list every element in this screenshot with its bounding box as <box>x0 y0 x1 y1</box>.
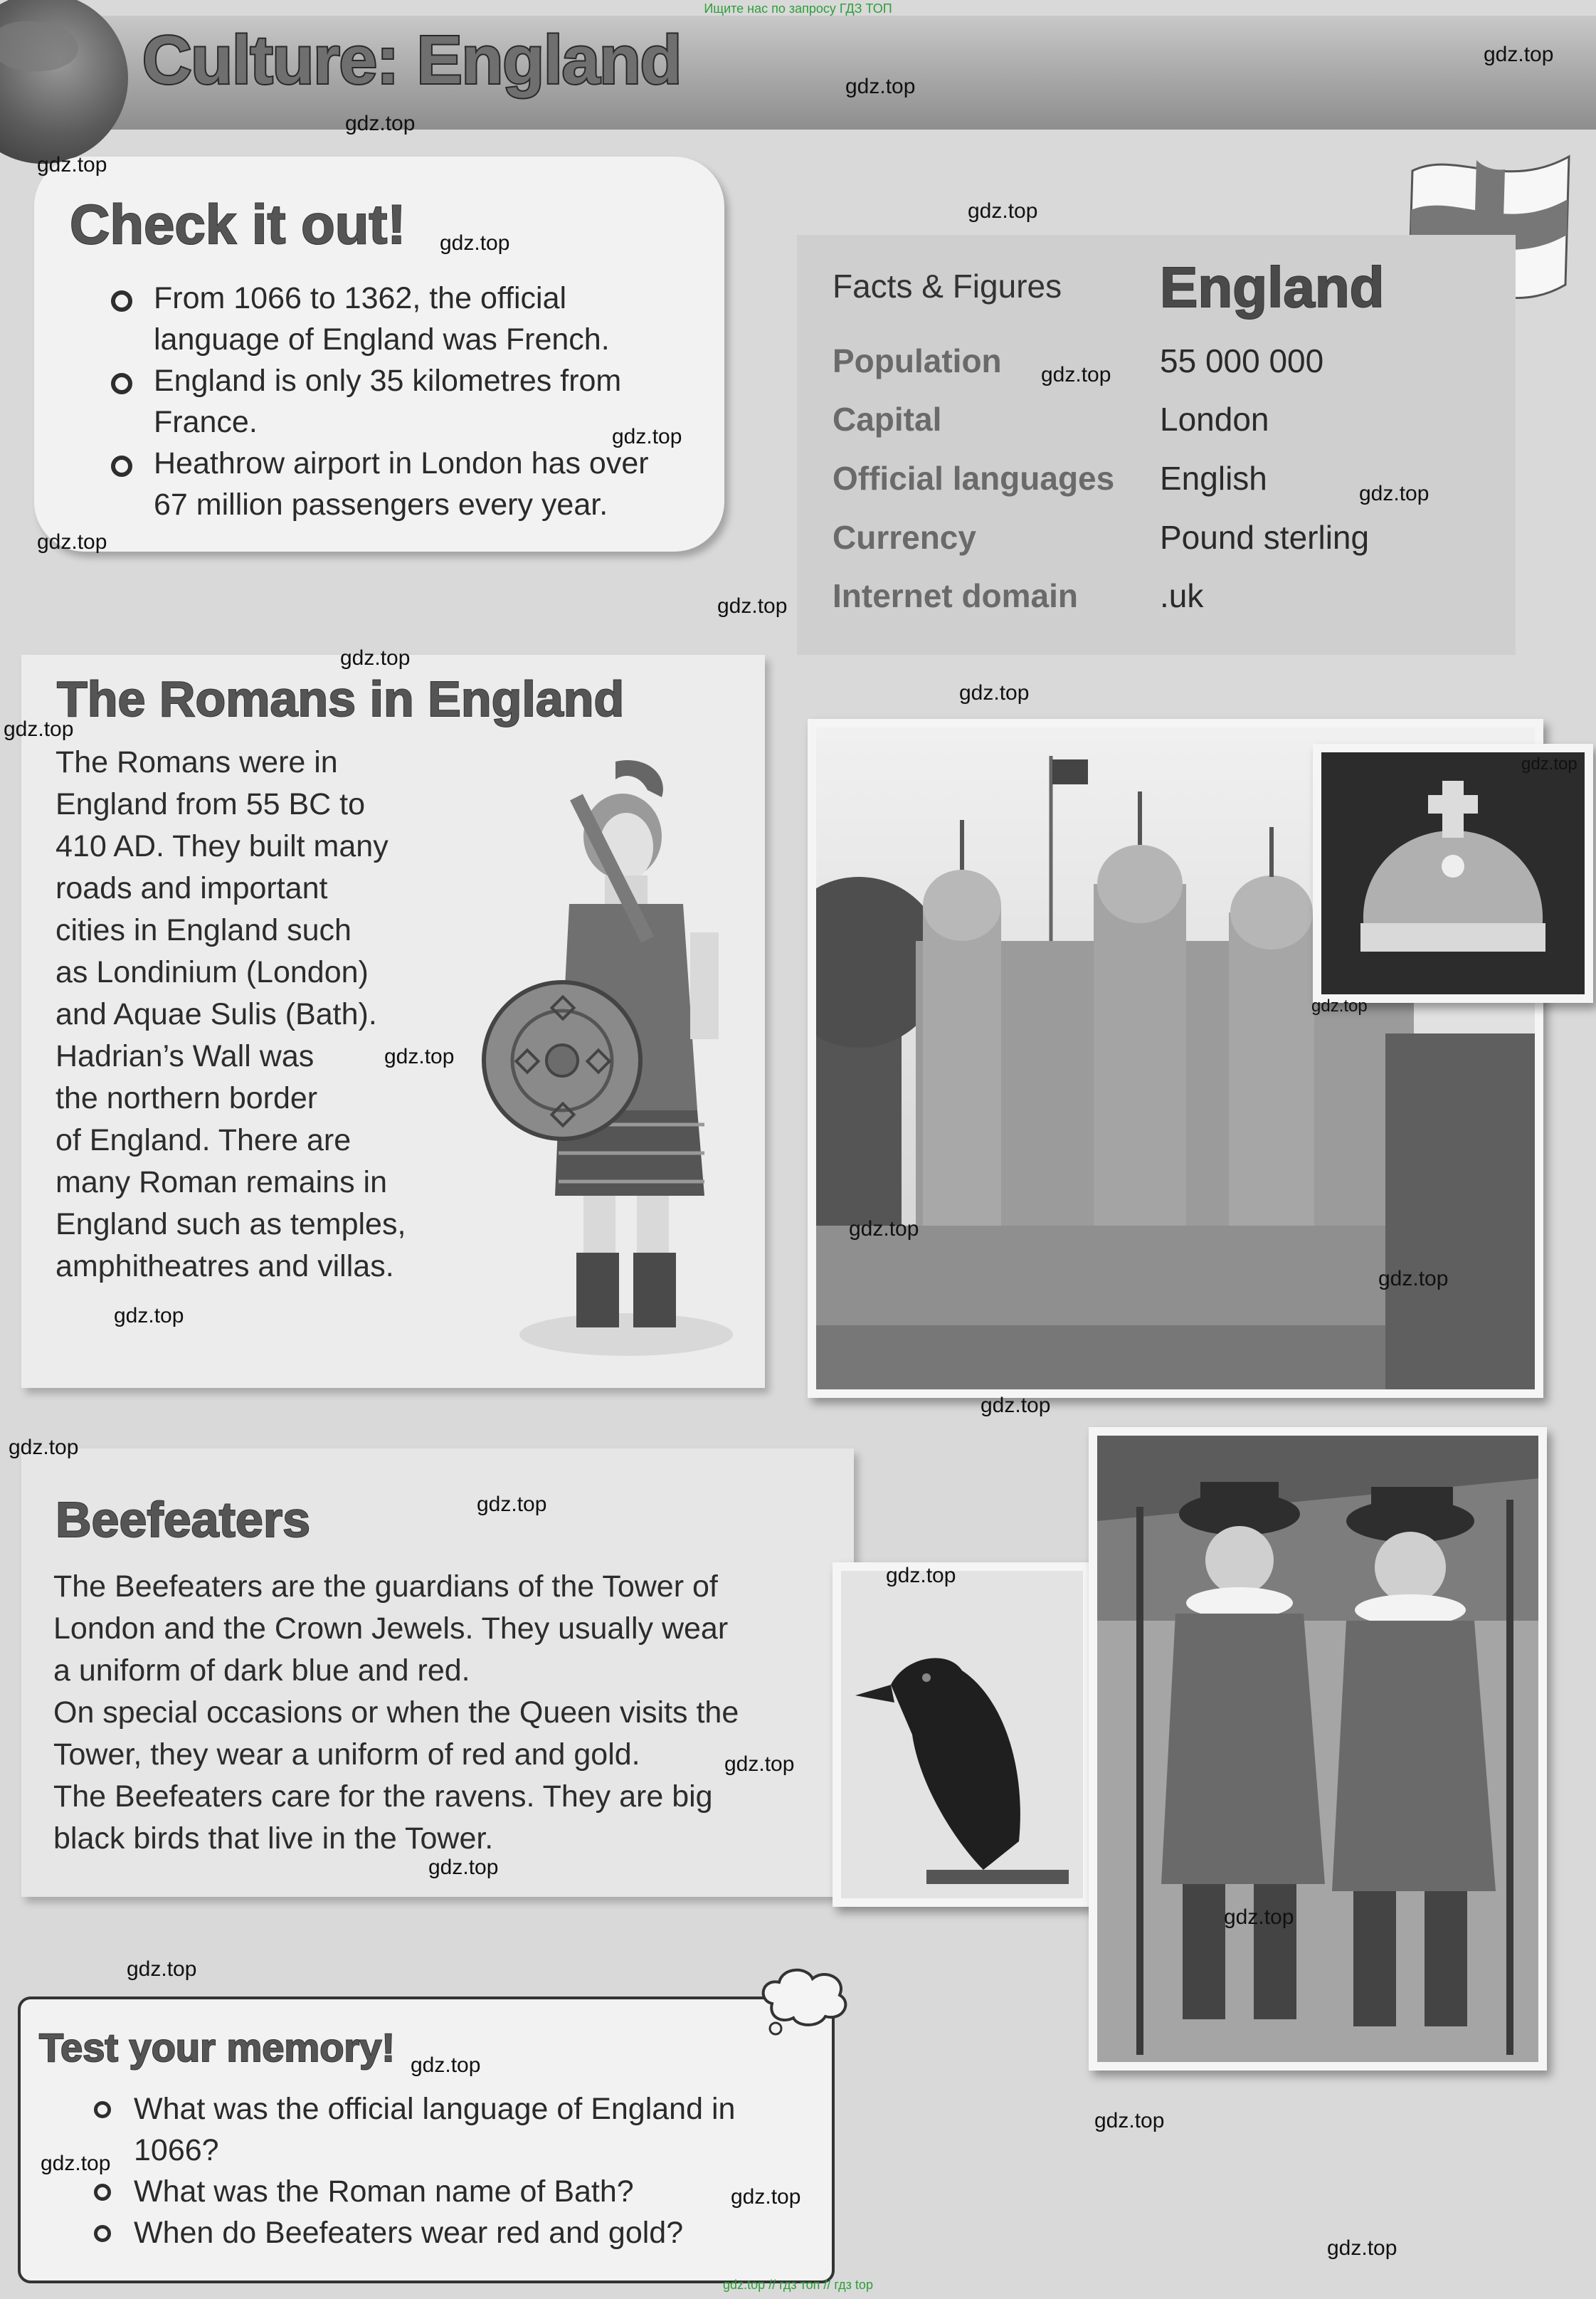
romans-text: The Romans were in England from 55 BC to 410 AD. They built many roads and important cities in England such as Londinium (London) and Aquae Sulis (Bath). Hadrian’s Wall was the northern border of England. There are many Roman remains in England such as temples, amphitheatres and villas. <box>56 745 406 1283</box>
watermark: gdz.top <box>127 1957 197 1981</box>
watermark: gdz.top <box>845 75 916 98</box>
top-notice[interactable]: Ищите нас по запросу ГДЗ ТОП <box>704 1 892 16</box>
watermark: gdz.top <box>1484 43 1554 66</box>
raven-photo <box>833 1562 1092 1907</box>
watermark: gdz.top <box>968 199 1038 223</box>
check-it-out-title: Check it out! <box>70 193 406 256</box>
watermark: gdz.top <box>477 1493 547 1516</box>
crown-photo <box>1313 744 1593 1003</box>
watermark: gdz.top <box>731 2185 801 2209</box>
page-title: Culture: England <box>142 22 682 98</box>
romans-title: The Romans in England <box>57 671 625 727</box>
watermark: gdz.top <box>1327 2236 1397 2260</box>
watermark: gdz.top <box>1094 2109 1165 2132</box>
thought-bubble-icon <box>754 1961 854 2039</box>
watermark: gdz.top <box>886 1564 956 1587</box>
roman-soldier-illustration <box>477 754 754 1367</box>
facts-value-domain: .uk <box>1160 577 1204 614</box>
facts-label-domain: Internet domain <box>833 577 1079 614</box>
test-question-list <box>88 2088 821 2253</box>
check-it-out-list <box>105 278 717 525</box>
watermark: gdz.top <box>612 425 682 448</box>
test-your-memory-title: Test your memory! <box>39 2025 395 2070</box>
facts-value-currency: Pound sterling <box>1160 519 1370 556</box>
facts-label-population: Population <box>833 342 1002 379</box>
watermark: gdz.top <box>1521 754 1577 774</box>
facts-label-currency: Currency <box>833 519 976 556</box>
bottom-notice[interactable]: gdz.top // гдз топ // гдз top <box>723 2278 873 2292</box>
facts-label-capital: Capital <box>833 401 942 438</box>
romans-box <box>21 655 765 1388</box>
crown-illustration <box>1321 752 1585 994</box>
watermark: gdz.top <box>1311 996 1368 1016</box>
watermark: gdz.top <box>41 2152 111 2175</box>
list-item: What was the official language of England in 1066? <box>88 2088 821 2171</box>
bullet-circle-icon <box>94 2225 111 2242</box>
beefeaters-title: Beefeaters <box>56 1492 310 1547</box>
list-item: Heathrow airport in London has over 67 million passengers every year. <box>105 443 717 525</box>
bullet-circle-icon <box>111 456 132 477</box>
beefeaters-illustration <box>1097 1436 1538 2062</box>
watermark: gdz.top <box>428 1856 499 1879</box>
watermark: gdz.top <box>849 1217 919 1241</box>
raven-illustration <box>841 1571 1083 1898</box>
facts-label-languages: Official languages <box>833 460 1115 497</box>
bullet-circle-icon <box>94 2101 111 2118</box>
watermark: gdz.top <box>1378 1267 1449 1290</box>
facts-value-languages: English <box>1160 460 1267 497</box>
watermark: gdz.top <box>340 646 411 670</box>
list-item: When do Beefeaters wear red and gold? <box>88 2212 821 2253</box>
watermark: gdz.top <box>981 1394 1051 1417</box>
list-item: What was the Roman name of Bath? <box>88 2171 821 2212</box>
watermark: gdz.top <box>1041 363 1111 386</box>
bullet-circle-icon <box>94 2184 111 2201</box>
bullet-circle-icon <box>111 373 132 394</box>
watermark: gdz.top <box>114 1304 184 1327</box>
country-name: England <box>1160 256 1385 319</box>
test-your-memory-box <box>18 1996 835 2283</box>
watermark: gdz.top <box>4 717 74 741</box>
check-it-out-box <box>34 157 724 552</box>
watermark: gdz.top <box>411 2053 481 2077</box>
facts-heading: Facts & Figures <box>833 268 1062 305</box>
watermark: gdz.top <box>959 681 1030 705</box>
watermark: gdz.top <box>37 153 107 177</box>
watermark: gdz.top <box>717 594 788 618</box>
list-item: From 1066 to 1362, the official language of England was French. <box>105 278 717 360</box>
facts-panel <box>797 235 1516 655</box>
facts-value-population: 55 000 000 <box>1160 342 1324 379</box>
watermark: gdz.top <box>345 112 416 135</box>
facts-value-capital: London <box>1160 401 1269 438</box>
watermark: gdz.top <box>440 231 510 255</box>
beefeaters-photo <box>1089 1427 1547 2071</box>
watermark: gdz.top <box>1359 482 1429 505</box>
beefeaters-text: The Beefeaters are the guardians of the Tower of London and the Crown Jewels. They usually wear a uniform of dark blue and red. On special occasions or when the Queen visits the Tower, they wear a uniform of red and gold. The Beefeaters care for the ravens. They are big black birds that live in the Tower. <box>53 1569 739 1856</box>
watermark: gdz.top <box>384 1045 455 1068</box>
beefeaters-box <box>21 1448 854 1897</box>
list-item: England is only 35 kilometres from France. <box>105 360 717 443</box>
watermark: gdz.top <box>724 1752 795 1776</box>
bullet-circle-icon <box>111 290 132 312</box>
watermark: gdz.top <box>1224 1905 1294 1929</box>
watermark: gdz.top <box>9 1436 79 1459</box>
watermark: gdz.top <box>37 530 107 554</box>
